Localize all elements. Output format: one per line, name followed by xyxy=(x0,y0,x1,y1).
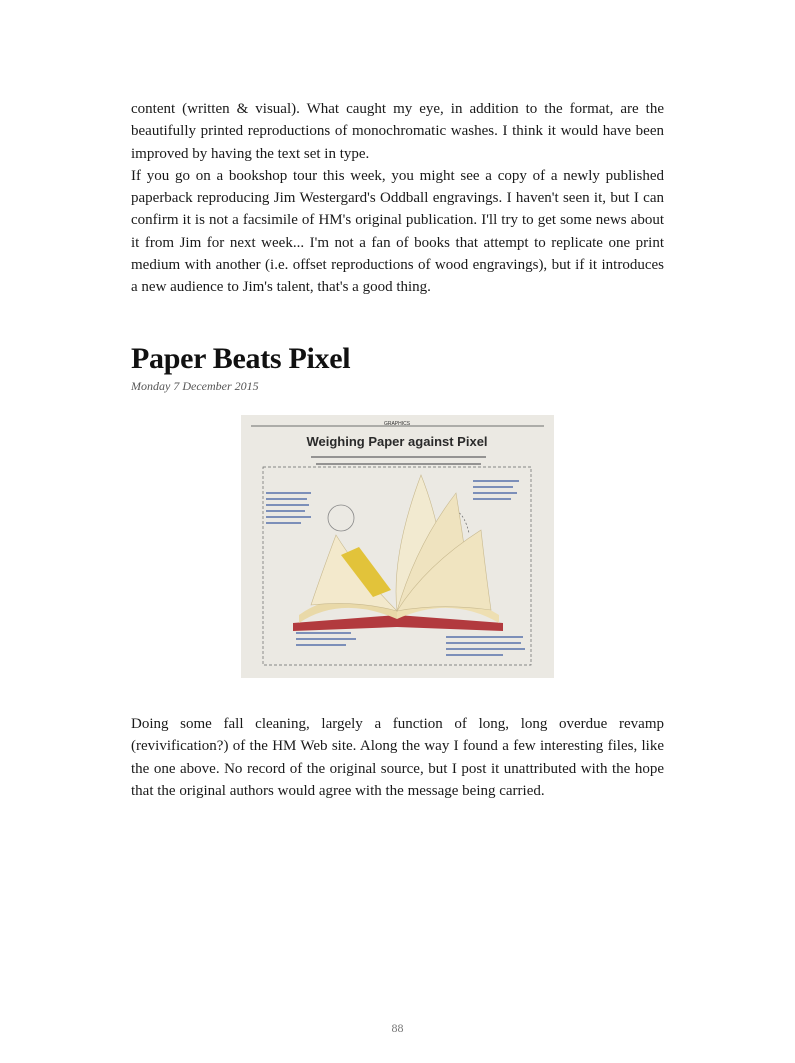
page-number: 88 xyxy=(391,1021,404,1035)
figure-title: Weighing Paper against Pixel xyxy=(306,434,488,449)
post-date: Monday 7 December 2015 xyxy=(131,379,259,393)
infographic-svg xyxy=(241,415,554,678)
post-body xyxy=(131,713,664,802)
intro-text xyxy=(131,98,664,299)
post-title: Paper Beats Pixel xyxy=(131,342,351,375)
intro-paragraph: content (written & visual). What caught my eye, in addition to the format, are the beautifully printed reproductions of monochromatic washes. I think it would have been improved by having the text set in type. xyxy=(131,101,664,162)
figure-kicker: GRAPHICS xyxy=(383,421,411,427)
intro-paragraph: If you go on a bookshop tour this week, you might see a copy of a newly published paperback reproducing Jim Westergard's Oddball engravings. I haven't seen it, but I can confirm it is not a facsimile of HM's original publication. I'll try to get some news about it from Jim for next week... I'm not a fan of books that attempt to replicate one print medium with another (i.e. offset reproductions of wood engravings), but if it introduces a new audience to Jim's talent, that's a good thing. xyxy=(131,167,664,296)
post-body-paragraph: Doing some fall cleaning, largely a function of long, long overdue revamp (revivification?) of the HM Web site. Along the way I found a few interesting files, like the one above. No record of the original source, but I post it unattributed with the hope that the original authors would agree with the message being carried. xyxy=(131,716,664,799)
infographic-image xyxy=(241,415,554,678)
